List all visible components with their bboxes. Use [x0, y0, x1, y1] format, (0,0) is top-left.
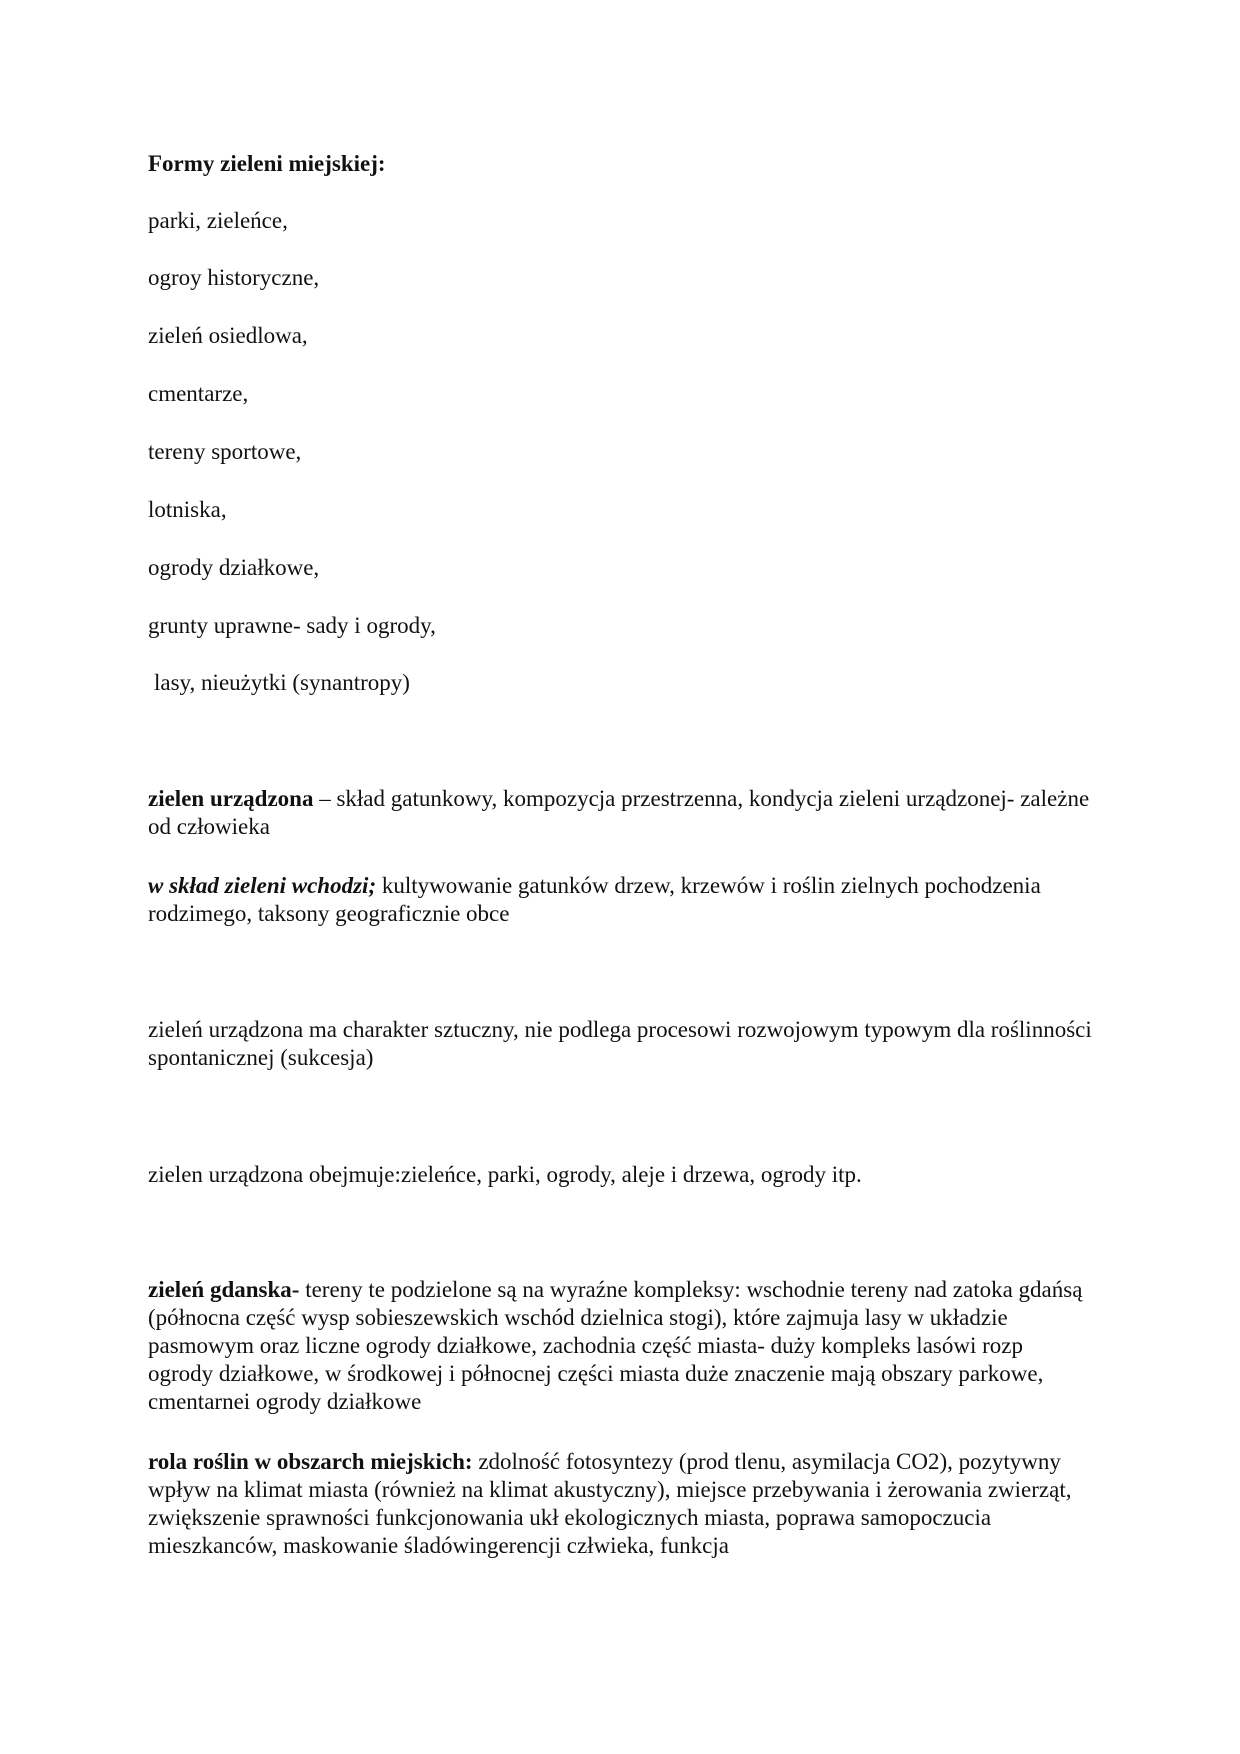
list-item: ogrody działkowe,	[148, 555, 320, 580]
list-item: grunty uprawne- sady i ogrody,	[148, 613, 436, 638]
paragraph-charakter-sztuczny	[148, 1016, 1093, 1072]
list-item: tereny sportowe,	[148, 439, 302, 464]
list-item: zieleń osiedlowa,	[148, 323, 308, 348]
paragraph-text: kultywowanie gatunków drzew, krzewów i roślin zielnych pochodzenia rodzimego, taksony geograficznie obce	[148, 873, 1041, 926]
paragraph-zielen-gdanska	[148, 1276, 1093, 1416]
list-item: lotniska,	[148, 497, 227, 522]
paragraph-sklad-zieleni	[148, 872, 1093, 928]
term-label: zielen urządzona	[148, 786, 314, 811]
term-label: w skład zieleni wchodzi;	[148, 873, 377, 898]
paragraph-obejmuje	[148, 1161, 1093, 1189]
page-heading: Formy zieleni miejskiej:	[148, 151, 386, 176]
paragraph-zielen-urzadzona	[148, 785, 1093, 841]
list-item: ogroy historyczne,	[148, 265, 320, 290]
list-item: lasy, nieużytki (synantropy)	[154, 670, 410, 695]
list-item: cmentarze,	[148, 381, 249, 406]
paragraph-text: zieleń urządzona ma charakter sztuczny, nie podlega procesowi rozwojowym typowym dla roślinności spontanicznej (sukcesja)	[148, 1017, 1092, 1070]
paragraph-text: tereny te podzielone są na wyraźne kompleksy: wschodnie tereny nad zatoka gdańsą (północna część wysp sobieszewskich wschód dzielnica stogi), które zajmuja lasy w układzie pasmowym oraz liczne ogrody działkowe, zachodnia część miasta- duży kompleks lasówi rozp ogrody działkowe, w środkowej i północnej części miasta duże znaczenie mają obszary parkowe, cmentarnei ogrody działkowe	[148, 1277, 1083, 1414]
paragraph-text: zielen urządzona obejmuje:zieleńce, parki, ogrody, aleje i drzewa, ogrody itp.	[148, 1162, 862, 1187]
term-label: zieleń gdanska-	[148, 1277, 300, 1302]
paragraph-text: – skład gatunkowy, kompozycja przestrzenna, kondycja zieleni urządzonej- zależne od człowieka	[148, 786, 1090, 839]
paragraph-rola-roslin	[148, 1448, 1093, 1560]
list-item: parki, zieleńce,	[148, 208, 288, 233]
paragraph-text: zdolność fotosyntezy (prod tlenu, asymilacja CO2), pozytywny wpływ na klimat miasta (również na klimat akustyczny), miejsce przebywania i żerowania zwierząt, zwiększenie sprawności funkcjonowania ukł ekologicznych miasta, poprawa samopoczucia mieszkanców, maskowanie śladówingerencji człwieka, funkcja	[148, 1449, 1072, 1558]
term-label: rola roślin w obszarch miejskich:	[148, 1449, 473, 1474]
